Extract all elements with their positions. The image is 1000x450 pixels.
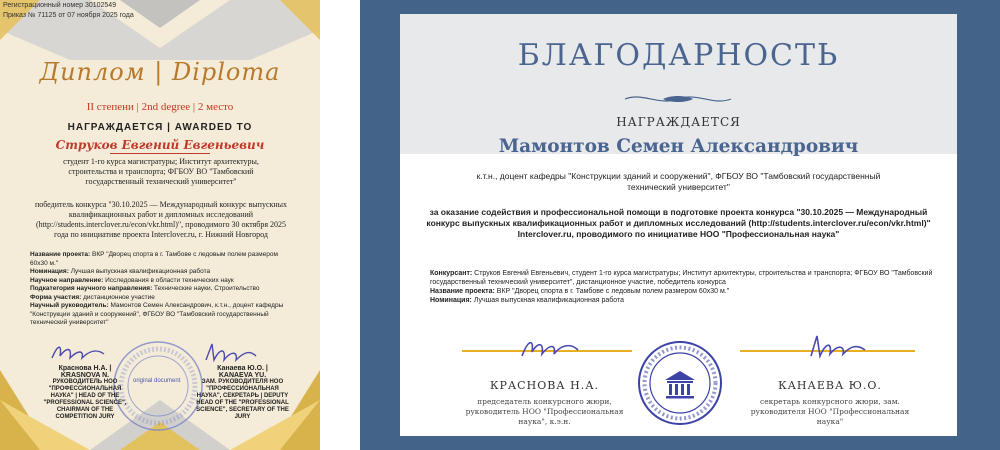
signer-role: председатель конкурсного жюри, руководитель НОО "Профессиональная наука", к.э.н. <box>465 397 624 426</box>
signer-role: секретарь конкурсного жюри, зам. руководителя НОО "Профессиональная наука" <box>750 397 910 426</box>
detail-row: Название проекта: ВКР "Дворец спорта в г. Тамбове с ледовым полем размером 60х30 м." <box>30 251 278 267</box>
signature-krasnova <box>518 334 582 362</box>
awarded-heading: НАГРАЖДАЕТСЯ <box>616 115 741 129</box>
ornament-divider <box>623 92 733 106</box>
detail-row: Номинация: Лучшая выпускная квалификационная работа <box>430 297 625 304</box>
registration-info <box>3 1 134 21</box>
signature-krasnova <box>48 340 108 364</box>
detail-row: Конкурсант: Струков Евгений Евгеньевич, студент 1-го курса магистратуры; Институт архитектуры, строительства и транспорта; ФГБОУ ВО "Тамбовский государственный технический университет", дистанционное участие, победитель конкурса <box>430 270 933 286</box>
detail-row: Подкатегория научного направления: Технические науки, Строительство <box>30 285 260 292</box>
recipient-info: студент 1-го курса магистратуры; Институт архитектуры, строительства и транспорта; ФГБОУ ВО "Тамбовский государственный технический университет" <box>63 157 259 186</box>
detail-row: Научное направление: Исследования в области технических наук <box>30 276 234 284</box>
certificate-title: БЛАГОДАРНОСТЬ <box>517 38 840 73</box>
award-reason: за оказание содействия и профессиональной помощи в подготовке проекта конкурса "30.10.2025 — Международный конкурс выпускных квалификационных работ и дипломных исследований (http://students.interclover.ru/econ/vkr.html)" Interclover.ru, проводимого по инициативе НОО "Профессиональная наука" <box>426 207 931 239</box>
diploma-signature-left: Краснова Н.А. | KRASNOVA N. РУКОВОДИТЕЛЬ НОО "ПРОФЕССИОНАЛЬНАЯ НАУКА" | HEAD OF THE "PROFESSIONAL SCIENCE", CHAIRMAN OF THE COMPETITION JURY <box>43 365 127 420</box>
recipient-name: Струков Евгений Евгеньевич <box>55 138 265 152</box>
diploma-document <box>0 0 320 450</box>
certificate-details <box>430 269 935 305</box>
certificate-signature-right <box>745 379 915 427</box>
diploma-signature-right: Канаева Ю.О. | KANAEVA YU. ЗАМ. РУКОВОДИТЕЛЯ НОО "ПРОФЕССИОНАЛЬНАЯ НАУКА", СЕКРЕТАРЬ | DEPUTY HEAD OF THE "PROFESSIONAL SCIENCE", SECRETARY OF THE JURY <box>196 365 289 420</box>
signature-kanaeva <box>805 332 869 362</box>
certificate-panel <box>400 14 957 436</box>
diploma-details <box>30 251 292 328</box>
detail-row: Номинация: Лучшая выпускная квалификационная работа <box>30 268 211 275</box>
diploma-degree: II степени | 2nd degree | 2 место <box>86 101 234 113</box>
recipient-position: к.т.н., доцент кафедры "Конструкции зданий и сооружений", ФГБОУ ВО "Тамбовский государственный технический университет" <box>476 171 881 192</box>
detail-row: Название проекта: ВКР "Дворец спорта в г. Тамбове с ледовым полем размером 60х30 м." <box>430 288 730 295</box>
recipient-name: Мамонтов Семен Александрович <box>498 136 859 157</box>
awarded-heading: НАГРАЖДАЕТСЯ | AWARDED TO <box>67 122 253 133</box>
stamp-label: original document <box>133 378 181 384</box>
signer-name: КАНАЕВА Ю.О. <box>778 379 882 392</box>
signer-name: КРАСНОВА Н.А. <box>489 379 600 392</box>
order-number: Приказ № 71125 от 07 ноября 2025 года <box>3 12 134 19</box>
certificate-signature-left <box>462 379 627 427</box>
winner-text: победитель конкурса "30.10.2025 — Международный конкурс выпускных квалификационных работ и дипломных исследований (http://students.interclover.ru/econ/vkr.html)", проводимого 30 октября 2025 года по инициативе проекта Interclover.ru, г. Нижний Новгород <box>34 200 288 239</box>
certificate-document <box>360 0 1000 450</box>
certificate-seal <box>637 340 723 426</box>
header-background <box>400 14 957 154</box>
detail-row: Форма участия: дистанционное участие <box>30 293 155 301</box>
diploma-title: Диплом | Diploma <box>39 58 281 86</box>
recipient-underline <box>110 153 210 154</box>
detail-row: Научный руководитель: Мамонтов Семен Александрович, к.т.н., доцент кафедры "Конструкции зданий и сооружений", ФГБОУ ВО "Тамбовский государственный технический университет" <box>30 302 284 326</box>
signature-kanaeva <box>200 340 260 366</box>
registration-number: Регистрационный номер 30102549 <box>3 2 117 9</box>
